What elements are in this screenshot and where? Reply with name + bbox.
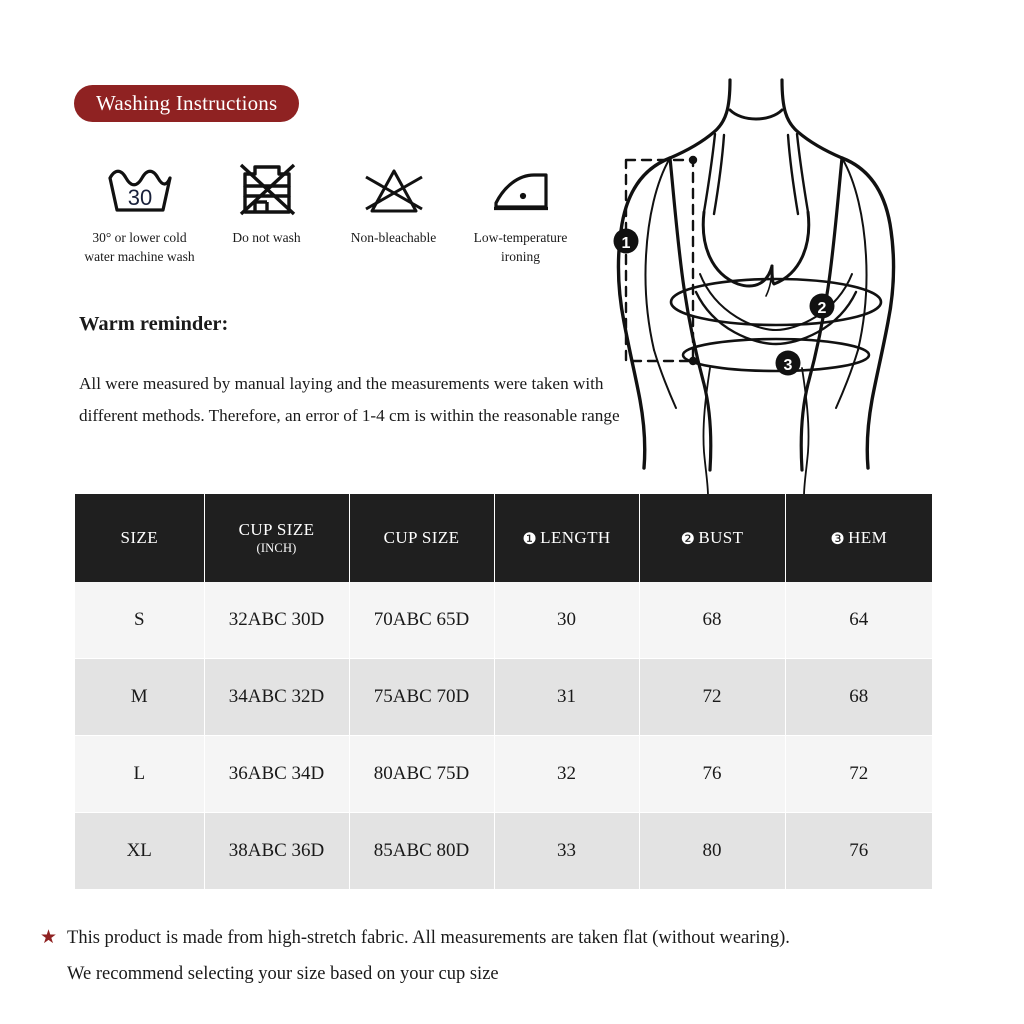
- measurement-illustration: [596, 78, 956, 498]
- footer-text: [67, 920, 790, 992]
- cell-hem: 68: [785, 659, 932, 736]
- wash-tub-30-icon: [104, 160, 176, 222]
- care-label-do-not-wash: Do not wash: [232, 230, 301, 245]
- cell-size: M: [75, 659, 204, 736]
- cell-hem: 72: [785, 736, 932, 813]
- do-not-wash-icon: [236, 160, 298, 222]
- cell-bust: 68: [639, 582, 785, 659]
- header-cup-size-cm: [349, 494, 494, 582]
- circled-number-3-icon: ❸: [830, 530, 846, 548]
- care-label-non-bleachable: Non-bleachable: [350, 230, 437, 245]
- non-bleachable-icon: [358, 160, 430, 222]
- cell-cup-inch: 36ABC 34D: [204, 736, 349, 813]
- header-size: [75, 494, 204, 582]
- cell-cup-cm: 75ABC 70D: [349, 659, 494, 736]
- cell-length: 31: [494, 659, 639, 736]
- header-cup-size-inch: [204, 494, 349, 582]
- care-item-machine-wash: [76, 160, 203, 266]
- cell-length: 32: [494, 736, 639, 813]
- washing-instructions-label: Washing Instructions: [96, 91, 278, 115]
- care-icons-row: [76, 160, 586, 266]
- cell-length: 30: [494, 582, 639, 659]
- cell-bust: 72: [639, 659, 785, 736]
- header-length-text: LENGTH: [540, 528, 611, 547]
- table-row: [75, 659, 932, 736]
- star-icon: ★: [40, 927, 58, 948]
- marker-1-length: [614, 229, 639, 254]
- length-bottom-point: [689, 357, 697, 365]
- cell-cup-cm: 85ABC 80D: [349, 813, 494, 890]
- svg-text:2: 2: [817, 300, 827, 317]
- footer-line-1: This product is made from high-stretch fabric. All measurements are taken flat (without wearing).: [67, 928, 790, 948]
- table-row: [75, 813, 932, 890]
- cell-size: XL: [75, 813, 204, 890]
- table-row: [75, 736, 932, 813]
- wash-temperature-value: 30: [127, 185, 152, 210]
- washing-instructions-badge: [74, 85, 299, 122]
- care-label-low-temperature-ironing: Low-temperature ironing: [473, 230, 568, 264]
- header-size-text: SIZE: [120, 528, 158, 547]
- low-temperature-iron-icon: [488, 160, 554, 222]
- footer-note: [40, 920, 1000, 992]
- header-cup-size-inch-text: CUP SIZE: [238, 520, 315, 539]
- svg-text:3: 3: [783, 357, 793, 374]
- cell-bust: 76: [639, 736, 785, 813]
- cell-length: 33: [494, 813, 639, 890]
- care-item-non-bleachable: [330, 160, 457, 266]
- cell-cup-cm: 70ABC 65D: [349, 582, 494, 659]
- table-row: [75, 582, 932, 659]
- header-cup-size-cm-text: CUP SIZE: [383, 528, 460, 547]
- cell-size: L: [75, 736, 204, 813]
- table-header-row: [75, 494, 932, 582]
- care-item-low-temperature-ironing: [457, 160, 584, 266]
- circled-number-1-icon: ❶: [522, 530, 538, 548]
- length-top-point: [689, 156, 697, 164]
- circled-number-2-icon: ❷: [680, 530, 696, 548]
- header-bust: [639, 494, 785, 582]
- header-hem-text: HEM: [848, 528, 888, 547]
- cell-cup-inch: 32ABC 30D: [204, 582, 349, 659]
- marker-2-bust: [810, 294, 835, 319]
- footer-line-2: We recommend selecting your size based on your cup size: [67, 964, 499, 984]
- cell-cup-cm: 80ABC 75D: [349, 736, 494, 813]
- size-chart-table: [75, 494, 932, 890]
- warm-reminder-body: All were measured by manual laying and the measurements were taken with different methods. Therefore, an error of 1-4 cm is within the reasonable range: [79, 374, 620, 425]
- cell-hem: 64: [785, 582, 932, 659]
- care-item-do-not-wash: [203, 160, 330, 266]
- header-length: [494, 494, 639, 582]
- warm-reminder-title: Warm reminder:: [79, 313, 229, 335]
- care-label-machine-wash: 30° or lower cold water machine wash: [84, 230, 195, 264]
- svg-text:1: 1: [621, 235, 631, 252]
- marker-3-hem: [776, 351, 801, 376]
- cell-bust: 80: [639, 813, 785, 890]
- header-bust-text: BUST: [698, 528, 744, 547]
- cell-size: S: [75, 582, 204, 659]
- cell-hem: 76: [785, 813, 932, 890]
- cell-cup-inch: 34ABC 32D: [204, 659, 349, 736]
- header-cup-size-inch-sub: (INCH): [256, 541, 297, 555]
- cell-cup-inch: 38ABC 36D: [204, 813, 349, 890]
- header-hem: [785, 494, 932, 582]
